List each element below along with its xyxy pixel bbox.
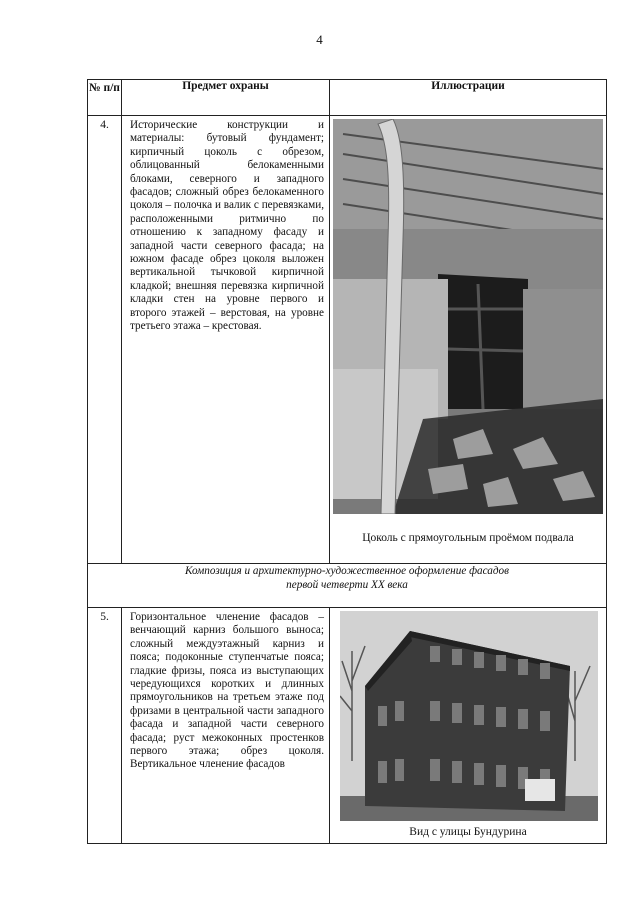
table-row bbox=[88, 116, 607, 564]
page-number: 4 bbox=[316, 32, 323, 47]
row-number: 5. bbox=[88, 608, 122, 844]
illustration-caption: Цоколь с прямоугольным проёмом подвала bbox=[362, 532, 574, 544]
illustration-caption: Вид с улицы Бундурина bbox=[409, 826, 527, 838]
section-title bbox=[88, 564, 607, 608]
basement-photo bbox=[333, 119, 603, 514]
illustration-cell bbox=[330, 608, 607, 844]
header-illustrations: Иллюстрации bbox=[330, 80, 607, 116]
table-row bbox=[88, 608, 607, 844]
section-title-line-2: первой четверти XX века bbox=[286, 579, 408, 591]
protection-table bbox=[87, 79, 607, 844]
header-subject: Предмет охраны bbox=[122, 80, 330, 116]
illustration-cell bbox=[330, 116, 607, 564]
table-header-row bbox=[88, 80, 607, 116]
building-photo bbox=[340, 611, 598, 821]
section-title-line-1: Композиция и архитектурно-художественное оформление фасадов bbox=[185, 565, 509, 577]
row-text: Горизонтальное членение фасадов – венчающий карниз большого выноса; сложный междуэтажный карниз и пояса; подоконные ступенчатые пояса; гладкие фризы, пояса из выступающих чередующихся коротких и длинных прямоугольников на третьем этаже под фризами в центральной части западного фасада и западной части северного фасада; руст межоконных простенков первого этажа; обрез цоколя. Вертикальное членение фасадов bbox=[122, 608, 330, 844]
section-row bbox=[88, 564, 607, 608]
row-number: 4. bbox=[88, 116, 122, 564]
header-number: № п/п bbox=[88, 80, 122, 116]
row-text: Исторические конструкции и материалы: бутовый фундамент; кирпичный цоколь с обрезом, облицованный белокаменными блоками, северного и западного фасадов; сложный обрез белокаменного цоколя – полочка и валик с перевязками, расположенными ритмично по отношению к западному фасаду и западной части северного фасада; на южном фасаде обрез цоколя выложен вертикальной тычковой кирпичной кладкой; внешняя перевязка кирпичной кладки стен на уровне первого и второго этажей – верстовая, на уровне третьего этажа – крестовая. bbox=[122, 116, 330, 564]
